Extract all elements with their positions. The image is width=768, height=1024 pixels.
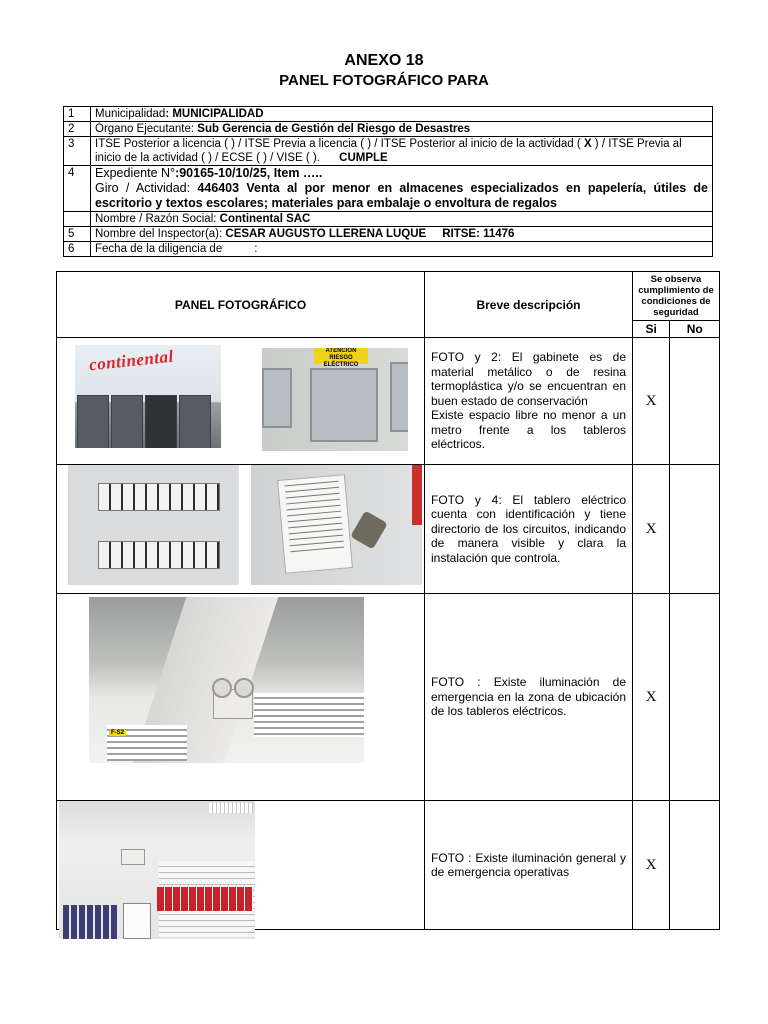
info-cell: [91, 137, 713, 166]
photo-cell: [57, 465, 425, 594]
itse-mark: X: [583, 138, 592, 150]
header-row: [57, 272, 720, 321]
document-subtitle: PANEL FOTOGRÁFICO PARA: [279, 72, 489, 89]
field-value: 446403 Venta al por menor en almacenes especializados en papelería, útiles de escritorio y textos escolares; materiales para embalaje o envoltura de regalos: [95, 181, 708, 210]
description-text: FOTO : Existe iluminación de emergencia en la zona de ubicación de los tableros eléctricos.: [431, 675, 626, 719]
row-description: [425, 801, 633, 930]
binders: [63, 905, 119, 939]
photo-panel-table: [56, 271, 720, 930]
header-no: No: [670, 321, 720, 338]
photo-emergency-light: [89, 597, 364, 763]
info-row-organo: [64, 122, 713, 137]
store-logo: continental: [88, 346, 175, 375]
info-row-itse: [64, 137, 713, 166]
field-label: Expediente N°: [95, 166, 176, 180]
mark-si: X: [633, 465, 670, 594]
info-row-razon-social: [64, 212, 713, 227]
mark-no: [670, 801, 720, 930]
mark-si: X: [633, 338, 670, 465]
ceiling-light: [209, 803, 253, 813]
description-text: FOTO : Existe iluminación general y de emergencia operativas: [431, 850, 626, 879]
breaker-rail: [98, 483, 220, 511]
info-cell: [91, 242, 713, 257]
emergency-lamp: [213, 689, 253, 719]
mark-si: X: [633, 594, 670, 801]
photo-cell: [57, 338, 425, 465]
document-title: ANEXO 18: [344, 52, 424, 69]
red-cabinet-edge: [412, 465, 422, 525]
info-cell: [91, 122, 713, 137]
photo-cell: [57, 594, 425, 801]
table-row: [57, 338, 720, 465]
row-number: 3: [64, 137, 91, 166]
description-text: FOTO y 2: El gabinete es de material metálico o de resina termoplástica y/o se encuentran en buen estado de conservación Existe espacio libre no menor a un metro frente a los tableros eléctricos.: [431, 350, 626, 452]
row-description: [425, 594, 633, 801]
row-number: 6: [64, 242, 91, 257]
header-panel: PANEL FOTOGRÁFICO: [57, 272, 425, 338]
door-shape: [145, 395, 177, 448]
table-row: [57, 801, 720, 930]
field-label: Municipalidad: [95, 108, 166, 120]
warning-sign: ATENCIÓN RIESGO ELÉCTRICO: [314, 348, 368, 364]
row-number: [64, 212, 91, 227]
lamp-bulb: [212, 678, 232, 698]
panel-box: [310, 368, 378, 442]
photo-circuit-directory: [251, 465, 422, 585]
breaker-rail: [98, 541, 220, 569]
row-number: 5: [64, 227, 91, 242]
info-cell: [91, 212, 713, 227]
emergency-lamp: [121, 849, 145, 865]
door-shape: [77, 395, 109, 448]
photo-cell: [57, 801, 425, 930]
door-shape: [179, 395, 211, 448]
mark-si: X: [633, 801, 670, 930]
field-label: Fecha de la diligencia de: [95, 243, 223, 255]
field-value: Continental SAC: [219, 213, 311, 225]
photo-store-facade: [75, 345, 221, 448]
table-row: [57, 465, 720, 594]
row-number: 1: [64, 107, 91, 122]
field-value: :90165-10/10/25, Item …..: [175, 166, 323, 180]
info-table: [63, 106, 713, 257]
info-row-municipalidad: [64, 107, 713, 122]
header-si: Si: [633, 321, 670, 338]
field-value: Sub Gerencia de Gestión del Riesgo de Desastres: [197, 123, 471, 135]
directory-paper: [277, 474, 353, 574]
row-number: 4: [64, 166, 91, 212]
itse-result: CUMPLE: [339, 152, 388, 164]
field-value: CESAR AUGUSTO LLERENA LUQUE: [225, 228, 427, 240]
table-row: [57, 594, 720, 801]
photo-breakers: [68, 465, 239, 585]
panel-handle: [350, 511, 388, 550]
field-label: Órgano Ejecutante:: [95, 123, 198, 135]
info-cell: [91, 227, 713, 242]
field-label: Nombre / Razón Social:: [95, 213, 220, 225]
lamp-bulb: [234, 678, 254, 698]
ritse-value: RITSE: 11476: [442, 228, 515, 240]
field-label: Nombre del Inspector(a):: [95, 228, 226, 240]
photo-electrical-panels: [262, 348, 408, 451]
panel-tag: F-S2: [111, 730, 125, 736]
row-description: [425, 338, 633, 465]
mark-no: [670, 338, 720, 465]
info-row-fecha: [64, 242, 713, 257]
photo-office-lighting: [59, 801, 255, 939]
door-shape: [111, 395, 143, 448]
field-value: : MUNICIPALIDAD: [165, 108, 264, 120]
mark-no: [670, 465, 720, 594]
calendar: [123, 903, 151, 939]
field-value: :: [254, 243, 258, 255]
info-row-expediente: [64, 166, 713, 212]
row-number: 2: [64, 122, 91, 137]
mark-no: [670, 594, 720, 801]
panel-box: [262, 368, 292, 428]
info-cell: [91, 166, 713, 212]
red-files: [157, 887, 253, 911]
description-text: FOTO y 4: El tablero eléctrico cuenta con identificación y tiene directorio de los circuitos, indicando de manera visible y clara la instalación que controla.: [431, 492, 626, 565]
wall-slats: [254, 693, 364, 737]
panel-box: [390, 362, 408, 432]
row-description: [425, 465, 633, 594]
header-description: Breve descripción: [425, 272, 633, 338]
itse-text: ITSE Posterior a licencia ( ) / ITSE Previa a licencia ( ) / ITSE Posterior al inicio de la actividad (: [95, 138, 584, 150]
info-row-inspector: [64, 227, 713, 242]
field-label: Giro / Actividad:: [95, 181, 198, 195]
info-cell: [91, 107, 713, 122]
header-safety: Se observa cumplimiento de condiciones de seguridad: [633, 272, 720, 321]
itse-text: ) / ITSE Previa al inicio de la actividad ( ) / ECSE ( ) / VISE ( ).: [95, 138, 682, 164]
